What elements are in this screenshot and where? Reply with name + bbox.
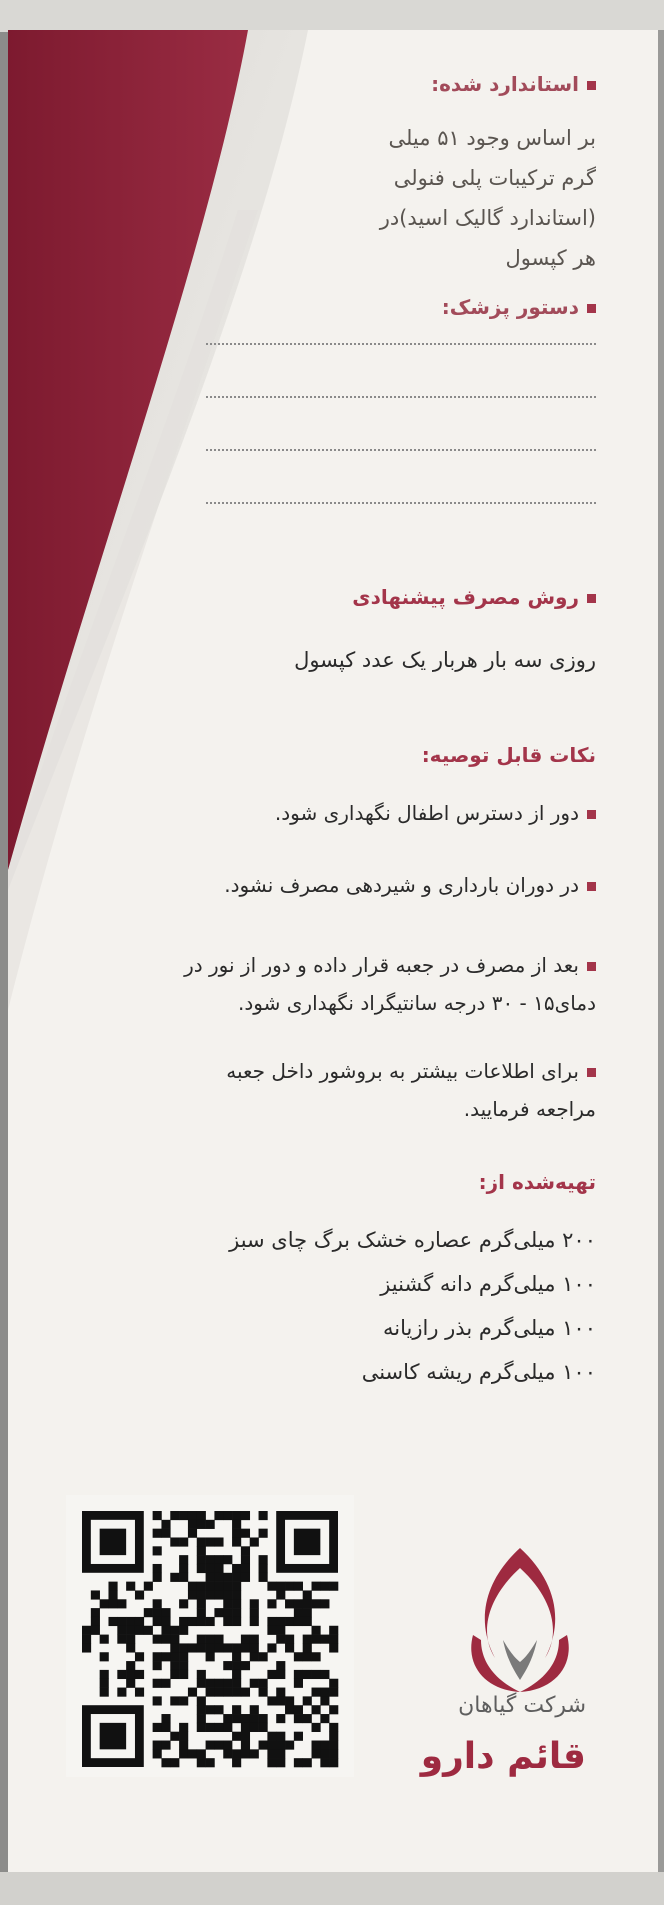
box-edge-right [658,30,664,1872]
prescription-line [206,343,596,345]
square-bullet-icon [587,962,596,971]
text-line: (استاندارد گالیک اسید)در [379,206,596,230]
note-item: بعد از مصرف در جعبه قرار داده و دور از نور در دمای۱۵ - ۳۰ درجه سانتیگراد نگهداری شود. [184,953,596,1015]
notes-heading: نکات قابل توصیه: [421,743,596,767]
ingredient-item: ۱۰۰ میلی‌گرم بذر رازیانه [383,1316,596,1340]
standardized-text [380,118,596,278]
ingredient-item: ۲۰۰ میلی‌گرم عصاره خشک برگ چای سبز [229,1228,596,1252]
prescription-line [206,449,596,451]
square-bullet-icon [587,594,596,603]
square-bullet-icon [587,810,596,819]
flame-leaf-logo [445,1540,595,1700]
usage-heading: روش مصرف پیشنهادی [352,585,596,609]
text-line: بر اساس وجود ۵۱ میلی [388,126,596,150]
note-item: در دوران بارداری و شیردهی مصرف نشود. [224,866,596,904]
standardized-heading: استاندارد شده: [431,72,596,96]
ingredient-item: ۱۰۰ میلی‌گرم ریشه کاسنی [361,1360,596,1384]
note-item: دور از دسترس اطفال نگهداری شود. [275,794,596,832]
box-top-flap [0,0,664,32]
square-bullet-icon [587,882,596,891]
square-bullet-icon [587,1068,596,1077]
prescription-line [206,396,596,398]
square-bullet-icon [587,304,596,313]
text-line: گرم ترکیبات پلی فنولی [393,166,596,190]
prescription-line [206,502,596,504]
ingredients-heading: تهیه‌شده از: [478,1170,596,1194]
ingredient-item: ۱۰۰ میلی‌گرم دانه گشنیز [380,1272,596,1296]
qr-code[interactable] [66,1495,354,1777]
qr-code-graphic [66,1495,354,1777]
text-line: هر کپسول [505,246,596,270]
box-bottom-flap [0,1872,664,1905]
square-bullet-icon [587,81,596,90]
usage-text: روزی سه بار هربار یک عدد کپسول [294,648,596,672]
box-edge-left [0,0,8,1905]
prescription-heading: دستور پزشک: [442,295,596,319]
note-item: برای اطلاعات بیشتر به بروشور داخل جعبه مراجعه فرمایید. [226,1059,596,1121]
company-name: قائم دارو [420,1736,586,1777]
company-prefix: شرکت گیاهان [458,1693,586,1718]
